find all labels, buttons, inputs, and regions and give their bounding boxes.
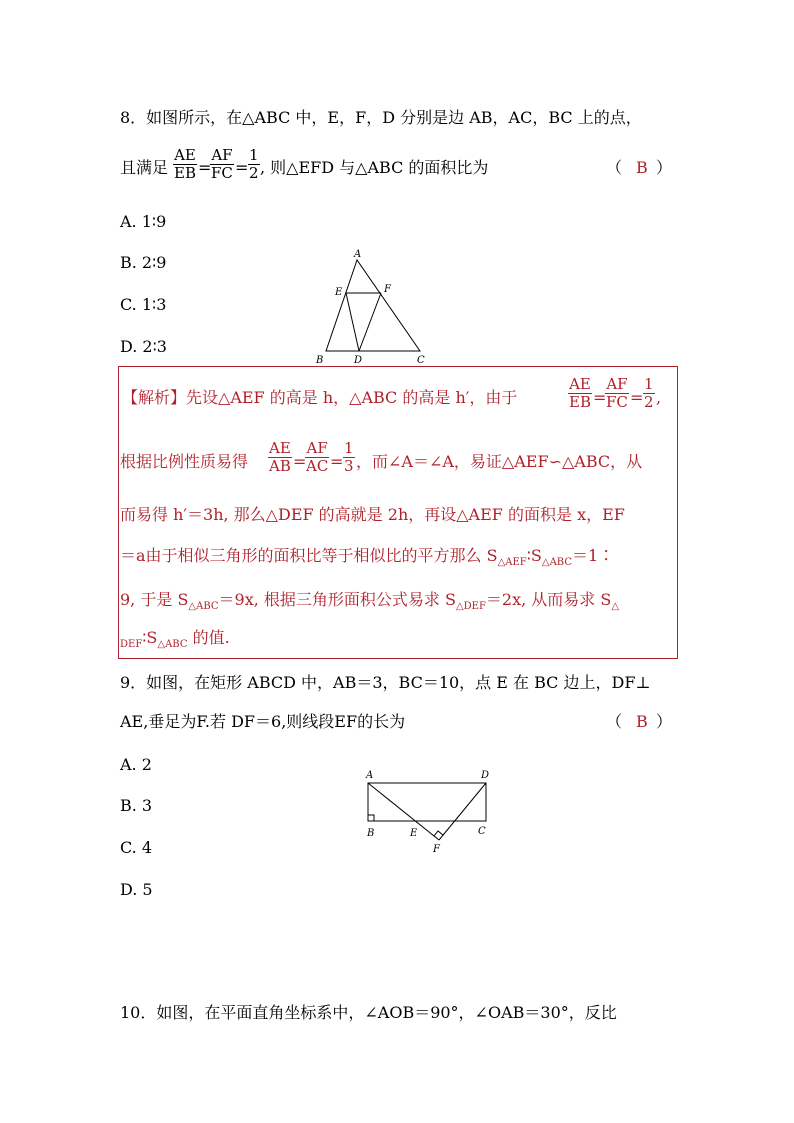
- analysis-line3: 而易得 h′＝3h, 那么△DEF 的高就是 2h，再设△AEF 的面积是 x，EF: [120, 505, 625, 524]
- q9-paren-close: ）: [656, 712, 673, 731]
- q9-stem-line1: 9．如图，在矩形 ABCD 中，AB＝3，BC＝10，点 E 在 BC 边上，DF⊥: [120, 673, 651, 692]
- q8-label-c: C: [417, 355, 425, 366]
- q9-stem-line2: AE,垂足为F.若 DF＝6,则线段EF的长为: [120, 712, 406, 731]
- q8-label-f: F: [384, 284, 391, 295]
- analysis-fraction-ae-eb: $\frac{AE}{EB}$: [569, 375, 591, 411]
- q9-paren-open: （: [606, 712, 623, 731]
- q8-option-a: A. 1∶9: [120, 212, 167, 231]
- analysis-tag: 【解析】: [122, 388, 187, 407]
- analysis-equals-3: =: [293, 452, 307, 471]
- q9-label-d: D: [481, 770, 490, 781]
- analysis-fraction-ae-ab: $\frac{AE}{AB}$: [269, 439, 291, 475]
- q8-fraction-1-2: $\frac{1}{2}$: [249, 146, 259, 182]
- q8-stem-suffix: , 则△EFD 与△ABC 的面积比为: [260, 158, 489, 177]
- q8-paren-open: （: [606, 158, 623, 177]
- analysis-fraction-af-ac: $\frac{AF}{AC}$: [306, 439, 329, 475]
- q9-label-a: A: [366, 770, 374, 781]
- analysis-equals-1: =: [593, 388, 607, 407]
- q9-answer: B: [636, 712, 648, 731]
- analysis-line4: ＝a由于相似三角形的面积比等于相似比的平方那么 $S_{\triangle AEF}∶S_{\triangle ABC}=1∶$: [120, 546, 615, 568]
- q8-label-b: B: [316, 355, 324, 366]
- analysis-line1-end: ,: [656, 388, 662, 407]
- q9-label-e: E: [410, 828, 418, 839]
- q8-equals-1: =: [198, 158, 212, 177]
- q9-label-f: F: [433, 844, 440, 855]
- q8-stem-prefix: 且满足: [120, 158, 169, 177]
- q9-option-a: A. 2: [120, 755, 152, 774]
- q8-fraction-af-fc: $\frac{AF}{FC}$: [211, 146, 233, 182]
- analysis-equals-4: =: [330, 452, 344, 471]
- analysis-fraction-1-3: $\frac{1}{3}$: [344, 439, 354, 475]
- q8-option-b: B. 2∶9: [120, 253, 167, 272]
- q8-option-d: D. 2∶3: [120, 337, 167, 356]
- analysis-line6: $_{DEF}∶S_{\triangle ABC}$ 的值.: [120, 628, 230, 650]
- analysis-fraction-1-2: $\frac{1}{2}$: [644, 375, 654, 411]
- q9-option-b: B. 3: [120, 796, 153, 815]
- q8-label-a: A: [354, 249, 362, 260]
- q9-label-c: C: [478, 826, 486, 837]
- q9-rectangle-figure: [360, 765, 495, 857]
- q9-option-d: D. 5: [120, 880, 153, 899]
- analysis-fraction-af-fc: $\frac{AF}{FC}$: [606, 375, 628, 411]
- q8-label-e: E: [335, 287, 343, 298]
- q8-option-c: C. 1∶3: [120, 295, 167, 314]
- q8-triangle-figure: [300, 245, 440, 370]
- analysis-line1: [122, 388, 517, 408]
- q8-paren-close: ）: [656, 158, 673, 177]
- q9-label-b: B: [367, 828, 375, 839]
- q9-option-c: C. 4: [120, 838, 153, 857]
- analysis-equals-2: =: [630, 388, 644, 407]
- q8-fraction-ae-eb: $\frac{AE}{EB}$: [174, 146, 196, 182]
- analysis-line5: 9, 于是 $S_{\triangle ABC}=9x$, 根据三角形面积公式易求 $S_{\triangle DEF}=2x$, 从而易求 $S_\triangle$: [120, 590, 620, 612]
- analysis-line2-end: ，而∠A＝∠A，易证△AEF∽△ABC，从: [356, 452, 643, 471]
- q8-equals-2: =: [235, 158, 249, 177]
- q8-label-d: D: [354, 355, 363, 366]
- q10-stem-line1: 10．如图，在平面直角坐标系中，∠AOB＝90°，∠OAB＝30°，反比: [120, 1003, 617, 1022]
- analysis-line2-text: 根据比例性质易得: [120, 452, 249, 471]
- q8-stem-line1: 8．如图所示，在△ABC 中，E，F，D 分别是边 AB，AC，BC 上的点，: [120, 108, 642, 127]
- analysis-line1-text: 先设△AEF 的高是 h，△ABC 的高是 h′，由于: [186, 388, 518, 407]
- q8-answer: B: [636, 158, 648, 177]
